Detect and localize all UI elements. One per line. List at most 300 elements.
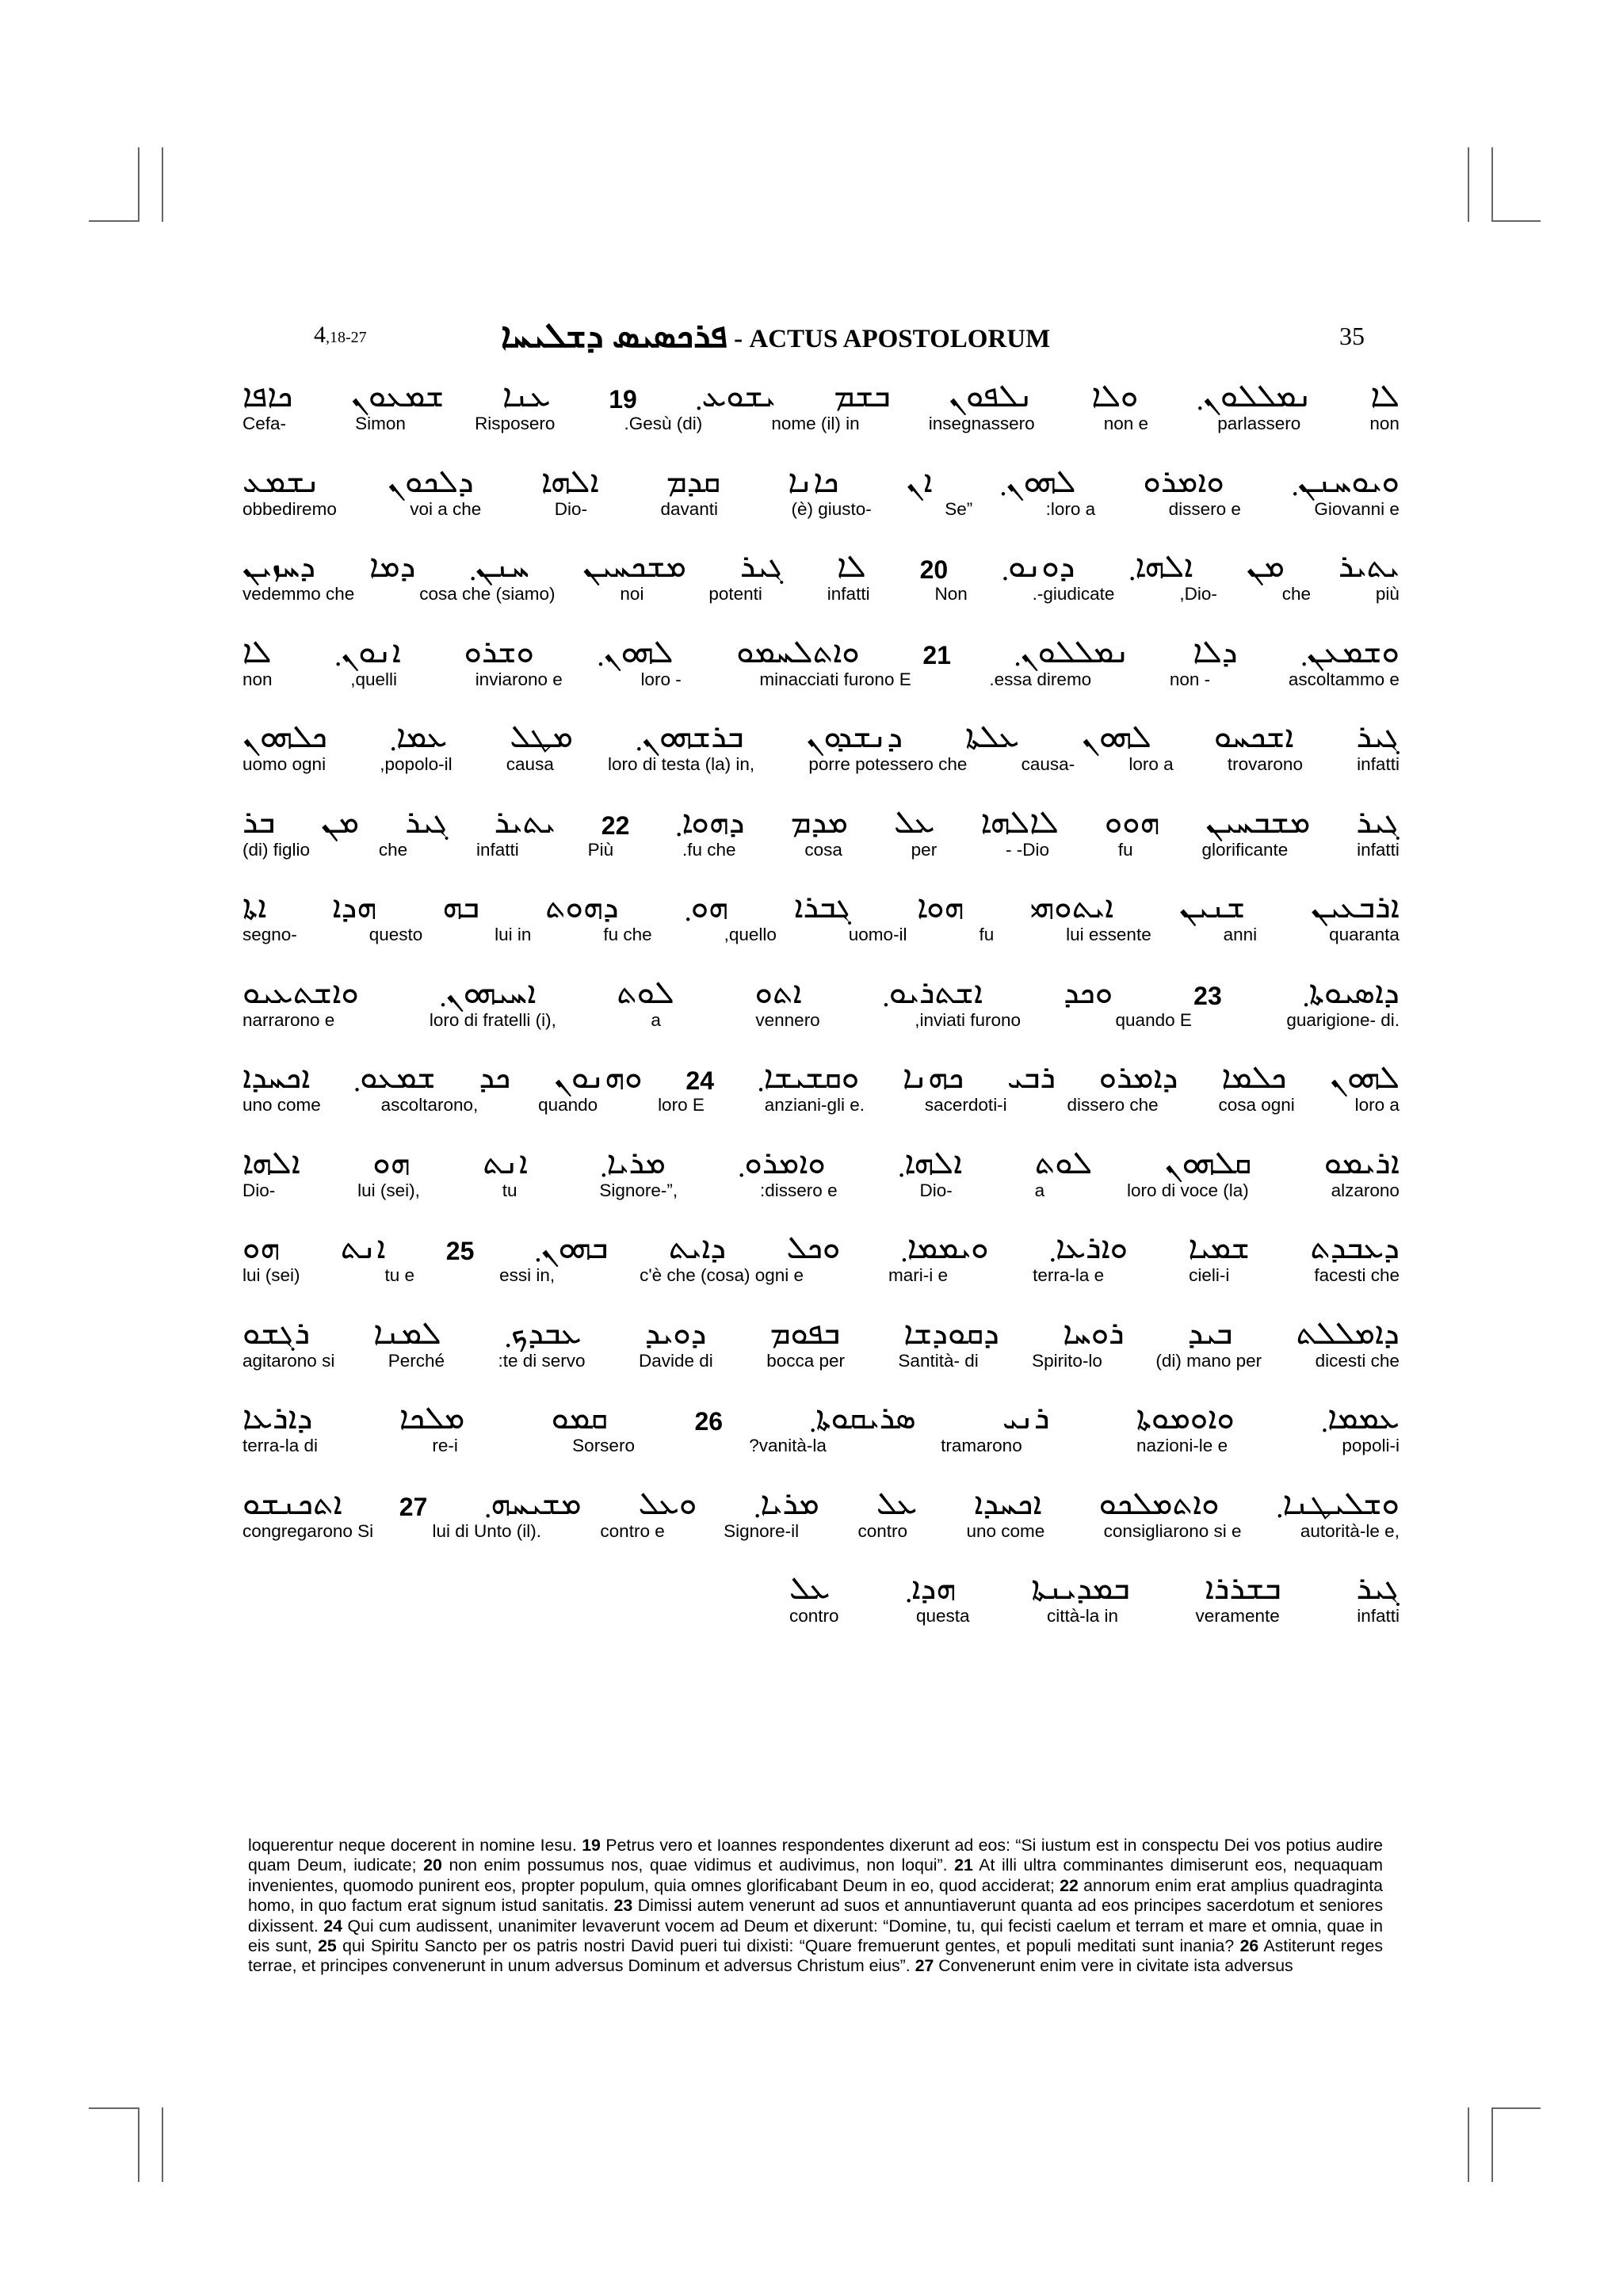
italian-gloss: a [1034,1180,1045,1200]
italian-gloss: autorità-le e, [1300,1520,1400,1541]
syriac-word: ܓܝܪ [405,803,449,841]
italian-gloss: Spirito-lo [1032,1350,1102,1371]
page-number: 35 [1339,322,1365,350]
italian-gloss: quando [538,1095,598,1115]
italian-gloss: - -Dio [1006,839,1050,860]
italian-gloss-row [242,669,1400,693]
syriac-word: ܠܘܬ [1034,1144,1093,1181]
italian-gloss-row [242,1436,1400,1459]
italian-gloss: questo [369,925,423,944]
verse-number: 24 [685,1066,714,1095]
title-latin: - ACTUS APOSTOLORUM [727,325,1051,353]
verse-range: ,18-27 [326,329,367,346]
italian-gloss: nazioni-le e [1136,1436,1228,1455]
italian-gloss: uomo ogni [242,754,327,774]
italian-gloss: Sorsero [572,1436,635,1455]
italian-gloss: (di) figlio [242,839,311,860]
italian-gloss: ascoltarono, [380,1095,479,1115]
italian-gloss: terra-la di [242,1436,319,1455]
italian-gloss: città-la in [1046,1606,1119,1626]
italian-gloss: anziani-gli e. [764,1095,865,1115]
italian-gloss: lui (sei) [242,1265,300,1285]
syriac-word: ܠܗܘܢ [1082,719,1151,755]
syriac-row [242,871,1400,923]
latin-text: Petrus vero et Ioannes respondentes dixerunt ad eos: “Si iustum est in conspectu Dei vos potius audire quam Deum, iudicate; [248,1836,1383,1875]
syriac-word: ܡܫܟܚܝܢ [582,548,686,585]
syriac-word: ܓܝܪ [1356,803,1400,841]
italian-gloss: congregarono Si [242,1520,374,1541]
syriac-row [789,1552,1400,1607]
italian-gloss: che [378,839,408,860]
syriac-row [242,1211,1400,1264]
syriac-word: ܪܢܝ [1002,1400,1050,1436]
syriac-word: ܗܘܘ [1104,803,1160,841]
syriac-row [242,786,1400,841]
syriac-word: ܥܢܐ [502,378,551,414]
syriac-word: ܐܚܝܗܘܢ܂ [439,974,537,1011]
verse-number: 19 [609,385,637,414]
latin-text: qui Spiritu Sancto per os patris nostri David pueri tui dixisti: “Quare fremuerunt gentes, et populi meditati sunt inania? [336,1936,1240,1956]
interlinear-line [242,1127,1400,1212]
syriac-row [242,445,1400,498]
syriac-row [242,1467,1400,1520]
italian-gloss: ,popolo-il [380,754,453,774]
italian-gloss: infatti [827,584,870,604]
syriac-word: ܠܘܬ [617,974,674,1011]
syriac-word: ܝܫܘܥ܂ [695,378,776,414]
syriac-word: ܐܝܬܘܗܝ [1029,889,1114,925]
syriac-word: ܗܕܐ܂ [905,1570,957,1607]
syriac-word: ܐܪܝܡܘ [1323,1144,1400,1181]
syriac-word: ܡܠܟܐ [399,1400,465,1436]
verse-number: 25 [445,1237,475,1265]
verse-number: 23 [613,1896,633,1916]
syriac-word: ܡܫܝܚܗ܂ [484,1485,582,1522]
italian-gloss: contro [857,1520,908,1541]
italian-gloss: infatti [1357,754,1400,774]
italian-gloss: terra-la e [1033,1265,1105,1285]
syriac-word: ܩܡܘ [551,1400,609,1436]
syriac-row [242,1041,1400,1096]
italian-gloss: che [1281,584,1312,604]
syriac-word: ܒܡܕܝܢܬܐ [1031,1570,1130,1607]
italian-gloss: inviarono e [475,669,563,689]
italian-gloss: a [651,1009,661,1030]
syriac-word: ܠܐ [1370,378,1400,414]
italian-gloss: .fu che [682,839,736,860]
syriac-word: ܢܫܡܥ [242,463,321,500]
italian-gloss: Risposero [475,414,556,433]
syriac-word: ܣܪܝܩܘܬܐ܂ [809,1400,916,1436]
italian-gloss: causa- [1021,754,1075,774]
italian-gloss: popoli-i [1342,1436,1400,1455]
italian-gloss: davanti [660,498,719,519]
syriac-word: ܠܐܠܗܐ [980,803,1059,841]
italian-gloss: ,Dio- [1179,584,1217,604]
interlinear-line [242,360,1400,445]
syriac-word: ܒܪ [242,803,276,841]
italian-gloss: essi in, [499,1265,556,1285]
syriac-word: ܐܠܗܐ܂ [898,1144,963,1181]
italian-gloss: :te di servo [498,1350,586,1371]
syriac-word: ܕܐܡܠܠܬ [1296,1314,1400,1352]
syriac-word: ܕܥܒܕܬ [1310,1230,1400,1266]
interlinear-line [242,1382,1400,1467]
italian-gloss: obbediremo [242,498,337,519]
syriac-word: ܕܠܐ [1193,633,1238,670]
italian-gloss: insegnassero [928,414,1035,433]
italian-gloss-row [242,1351,1400,1375]
verse-number: 22 [601,810,630,840]
crop-mark [1491,2107,1493,2182]
italian-gloss: Più [587,839,614,860]
italian-gloss: Cefa- [242,414,287,433]
italian-gloss: dissero e [1168,498,1241,519]
syriac-word: ܕܘܢܘ܂ [1002,548,1075,585]
italian-gloss: (di) mano per [1155,1350,1262,1371]
syriac-word: ܐܪܒܥܝܢ [1311,889,1400,925]
syriac-word: ܠܗܘܢ܂ [597,633,674,670]
syriac-word: ܒܦܘܡ [769,1314,841,1352]
interlinear-line [242,786,1400,871]
page-header [314,315,1387,355]
italian-gloss: guarigione- di. [1286,1009,1400,1030]
syriac-word: ܕܘܝܕ [644,1314,707,1352]
syriac-word: ܘܗܢܘܢ [554,1059,643,1096]
crop-mark [162,147,163,222]
chapter-reference [314,322,367,349]
italian-gloss: Santità- di [898,1350,979,1371]
italian-gloss: potenti [708,584,762,604]
italian-gloss: loro E [658,1095,705,1115]
syriac-word: ܕܗܘܬ [545,889,619,925]
italian-gloss-row [242,1521,1400,1545]
syriac-row [242,1382,1400,1434]
italian-gloss: uno come [242,1095,321,1115]
italian-gloss: Giovanni e [1314,498,1400,519]
syriac-word: ܕܡܐ [369,548,416,585]
latin-text: non enim possumus nos, quae vidimus et audivimus, non loqui”. [441,1855,955,1875]
latin-text: loquerentur neque docerent in nomine Iesu. [248,1836,582,1855]
italian-gloss: tramarono [941,1436,1022,1455]
italian-gloss: infatti [1357,839,1400,860]
syriac-word: ܕܩܘܕܫܐ [903,1314,999,1352]
italian-gloss: Davide di [638,1350,713,1371]
syriac-word: ܕܐܣܝܘܬܐ܂ [1302,974,1400,1011]
syriac-word: ܐܫܬܪܝܘ܂ [882,974,983,1011]
italian-gloss: lui (sei), [357,1180,420,1200]
interlinear-line [242,1467,1400,1553]
italian-gloss: narrarono e [242,1009,335,1030]
syriac-word: ܫܢܝܢ [1179,889,1246,925]
syriac-word: ܡܢ [321,803,360,841]
italian-gloss: Dio- [919,1180,953,1200]
syriac-word: ܪܓܫܘ [242,1314,311,1352]
italian-gloss: loro di fratelli (i), [429,1009,556,1030]
italian-gloss: loro di voce (la) [1126,1180,1249,1200]
syriac-word: ܟܠܗܘܢ [242,719,327,755]
italian-gloss: cosa che (siamo) [419,584,556,604]
syriac-row [242,1127,1400,1179]
crop-mark [138,147,139,222]
italian-gloss: per [911,839,938,860]
italian-gloss: contro e [600,1520,665,1541]
syriac-word: ܘܫܡܥܢ܂ [1300,633,1400,670]
italian-gloss: Se” [945,498,973,519]
interlinear-line [242,616,1400,701]
verse-number: 26 [694,1407,724,1436]
verse-number: 27 [915,1956,934,1976]
italian-gloss: voi a che [410,498,482,519]
running-title [501,315,1050,356]
italian-gloss: Non [934,584,968,604]
italian-gloss: ?vanità-la [749,1436,827,1455]
crop-mark [138,2107,139,2182]
italian-gloss-row [242,499,1400,523]
verse-number: 22 [1060,1875,1079,1895]
italian-gloss: (è) giusto- [791,498,872,519]
italian-gloss: vennero [755,1009,820,1030]
crop-mark [1491,2107,1541,2109]
syriac-word: ܗܘܐ [917,889,964,925]
syriac-word: ܒܪܫܗܘܢ܂ [636,719,744,755]
italian-gloss-row [242,925,1400,948]
italian-gloss: Perché [388,1350,445,1371]
interlinear-text [242,360,1400,1638]
syriac-word: ܥܠ [894,803,935,841]
syriac-word: ܘܐܡܪܘ܂ [738,1144,826,1181]
syriac-word: ܟܠܡܐ [1221,1059,1287,1096]
italian-gloss: Signore-”, [599,1180,678,1200]
italian-gloss: fu [1117,839,1133,860]
italian-gloss-row [242,414,1400,437]
italian-gloss-row [242,1180,1400,1204]
syriac-word: ܢܠܦܘܢ [949,378,1033,414]
italian-gloss: uno come [966,1520,1045,1541]
interlinear-line [242,1297,1400,1383]
syriac-word: ܓܝܪ [1356,1570,1400,1607]
syriac-word: ܗܘ [242,1230,281,1266]
italian-gloss: questa [915,1606,970,1626]
crop-mark [89,220,138,222]
syriac-word: ܘܩܫܝܫܐ܂ [757,1059,860,1096]
syriac-word: ܕܚܙܝܢ [242,548,316,585]
italian-gloss: trovarono [1227,754,1303,774]
syriac-word: ܐܠܗܐ܂ [1128,548,1193,585]
italian-gloss: c'è che (cosa) ogni e [640,1265,804,1285]
italian-gloss: :loro a [1045,498,1096,519]
syriac-row [242,1297,1400,1352]
syriac-word: ܒܗܘܢ܂ [534,1230,609,1266]
syriac-word: ܘܟܕ [1064,974,1113,1011]
syriac-word: ܘܝܡܡܐ܂ [900,1230,989,1266]
italian-gloss-row [242,754,1400,778]
syriac-row [242,956,1400,1009]
syriac-word: ܘܫܠܝܛܢܐ܂ [1276,1485,1400,1522]
syriac-word: ܒܝܕ [1187,1314,1233,1352]
syriac-word: ܢܡܠܠܘܢ܂ [1014,633,1130,670]
latin-text: At illi ultra comminantes dimiserunt eos, nequaquam invenientes, quomodo punirent eos, propter populum, quia omnes glorificabant Deum in eo, quod acciderat; [248,1855,1383,1895]
italian-gloss: porre potessero che [808,754,968,774]
italian-gloss: loro - [640,669,682,689]
syriac-word: ܠܡܢܐ [373,1314,441,1352]
italian-gloss-row [242,584,1400,608]
italian-gloss: dicesti che [1315,1350,1400,1371]
syriac-word: ܥܡܐ܂ [389,719,448,755]
italian-gloss: cosa [804,839,842,860]
italian-gloss: lui di Unto (il). [432,1520,542,1541]
verse-number: 21 [954,1855,973,1875]
italian-gloss: tu e [384,1265,415,1285]
syriac-word: ܠܗܘܢ܂ [999,463,1076,500]
syriac-word: ܡܛܠ [510,719,574,755]
interlinear-line [242,445,1400,531]
syriac-row [242,530,1400,585]
syriac-row [242,700,1400,753]
syriac-word: ܘܐܬܡܠܟܘ [1098,1485,1220,1522]
syriac-word: ܢܡܠܠܘܢ܂ [1197,378,1312,414]
interlinear-line [242,530,1400,616]
syriac-word: ܡܪܝܐ܂ [754,1485,819,1522]
italian-gloss: dissero che [1067,1095,1159,1115]
italian-gloss: ,inviati furono [915,1009,1022,1030]
syriac-word: ܥܠܬܐ [965,719,1020,755]
italian-gloss: quaranta [1329,925,1400,944]
italian-gloss: parlassero [1217,414,1301,433]
italian-gloss: lui in [495,925,532,944]
syriac-word: ܘܐܬܠܚܡܘ [736,633,860,670]
italian-gloss: più [1375,584,1400,604]
italian-gloss: agitarono si [242,1350,335,1371]
italian-gloss: quando E [1115,1009,1192,1030]
crop-mark [1468,2107,1469,2182]
italian-gloss-row [242,1010,1400,1034]
syriac-word: ܐܬܟܢܫܘ [242,1485,342,1522]
syriac-word: ܕܐܡܪܘ [1098,1059,1178,1096]
italian-gloss: non - [1169,669,1211,689]
syriac-word: ܘܐܪܥܐ܂ [1048,1230,1128,1266]
syriac-word: ܪܒܝ [1007,1059,1056,1096]
syriac-word: ܪܘܚܐ [1063,1314,1125,1352]
syriac-word: ܥܠ [876,1485,918,1522]
verse-number: 19 [582,1836,601,1855]
syriac-word: ܟܗܢܐ [903,1059,964,1096]
italian-gloss: lui essente [1066,925,1151,944]
interlinear-line [242,871,1400,956]
syriac-word: ܐܢܬ [340,1230,386,1266]
italian-gloss: infatti [475,839,519,860]
syriac-word: ܡܕܡ [790,803,849,841]
italian-gloss: glorificante [1201,839,1289,860]
italian-gloss: :dissero e [760,1180,838,1200]
italian-gloss: ,quello [724,925,777,944]
syriac-word: ܐܬܘ [754,974,802,1011]
title-syriac: ܦܪܟܣܝܣ ܕܫܠܝܚܐ [501,316,727,355]
syriac-word: ܗܘ [372,1144,411,1181]
italian-gloss: non e [1103,414,1149,433]
syriac-row [242,360,1400,412]
syriac-word: ܐܠܗܐ [540,463,599,500]
syriac-word: ܐܫܟܚܘ [1213,719,1294,755]
syriac-word: ܥܠ [789,1570,831,1607]
italian-gloss: noi [620,584,644,604]
syriac-word: ܟܕ [479,1059,511,1096]
italian-gloss: loro di testa (la) in, [608,754,755,774]
italian-gloss: .Gesù (di) [624,414,703,433]
italian-gloss: Dio- [242,1180,276,1200]
syriac-word: ܠܐ [837,548,866,585]
italian-gloss-row [242,1265,1400,1289]
syriac-word: ܠܐ [242,633,272,670]
italian-gloss: nome (il) in [771,414,860,433]
verse-number: 26 [1239,1936,1259,1956]
italian-gloss: Dio- [554,498,588,519]
syriac-word: ܡܢ [1247,548,1285,585]
chapter-number: 4 [314,322,326,348]
interlinear-line [242,1211,1400,1297]
syriac-word: ܫܡܥܘ܂ [353,1059,436,1096]
interlinear-line [242,1552,1400,1638]
syriac-word: ܐܢ [906,463,933,500]
latin-text: Dimissi autem venerunt ad suos et annuntiaverunt quanta ad eos principes sacerdotum et seniores dixissent. [248,1896,1384,1936]
interlinear-line [242,1041,1400,1127]
syriac-word: ܘܥܠ [638,1485,697,1522]
syriac-word: ܐܟܚܕܐ [242,1059,311,1096]
syriac-word: ܕܠܟܘܢ [388,463,474,500]
italian-gloss: loro a [1354,1095,1400,1115]
latin-text: Convenerunt enim vere in civitate ista adversus [934,1956,1293,1976]
italian-gloss: fu [979,925,995,944]
italian-gloss: non [1369,414,1400,433]
syriac-word: ܓܝܪ [739,548,784,585]
italian-gloss: ,quelli [350,669,398,689]
syriac-word: ܫܡܝܐ [1188,1230,1251,1266]
italian-gloss: minacciati furono E [759,669,911,689]
syriac-word: ܘܫܪܘ [464,633,534,670]
italian-gloss: facesti che [1314,1265,1400,1285]
crop-mark [1491,220,1541,222]
italian-gloss: sacerdoti-i [924,1095,1007,1115]
syriac-word: ܟܐܢܐ [788,463,839,500]
italian-gloss: causa [506,754,554,774]
italian-gloss: tu [502,1180,517,1200]
italian-gloss-row [789,1606,1400,1630]
syriac-row [242,616,1400,668]
italian-gloss: Simon [355,414,406,433]
verse-number: 23 [1193,981,1222,1010]
syriac-word: ܓܝܪ [1356,719,1400,755]
italian-gloss: fu che [603,925,652,944]
syriac-word: ܓܒܪܐ [794,889,852,925]
italian-gloss: re-i [432,1436,458,1455]
syriac-word: ܕܐܝܬ [668,1230,727,1266]
italian-gloss-row [242,840,1400,864]
syriac-word: ܗܘ܂ [684,889,729,925]
syriac-word: ܐܟܚܕܐ [974,1485,1042,1522]
syriac-word: ܘܐܡܪܘ [1143,463,1224,500]
verse-number: 24 [323,1916,342,1936]
syriac-word: ܒܫܪܪܐ [1205,1570,1281,1607]
italian-gloss: bocca per [766,1350,845,1371]
syriac-word: ܡܫܒܚܝܢ [1205,803,1311,841]
interlinear-line [242,700,1400,786]
syriac-word: ܩܕܡ [666,463,721,500]
crop-mark [89,2107,138,2109]
italian-gloss: mari-i e [888,1265,949,1285]
syriac-word: ܗܕܐ [332,889,377,925]
syriac-word: ܐܢܘܢ܂ [334,633,401,670]
syriac-word: ܝܬܝܪ [494,803,556,841]
